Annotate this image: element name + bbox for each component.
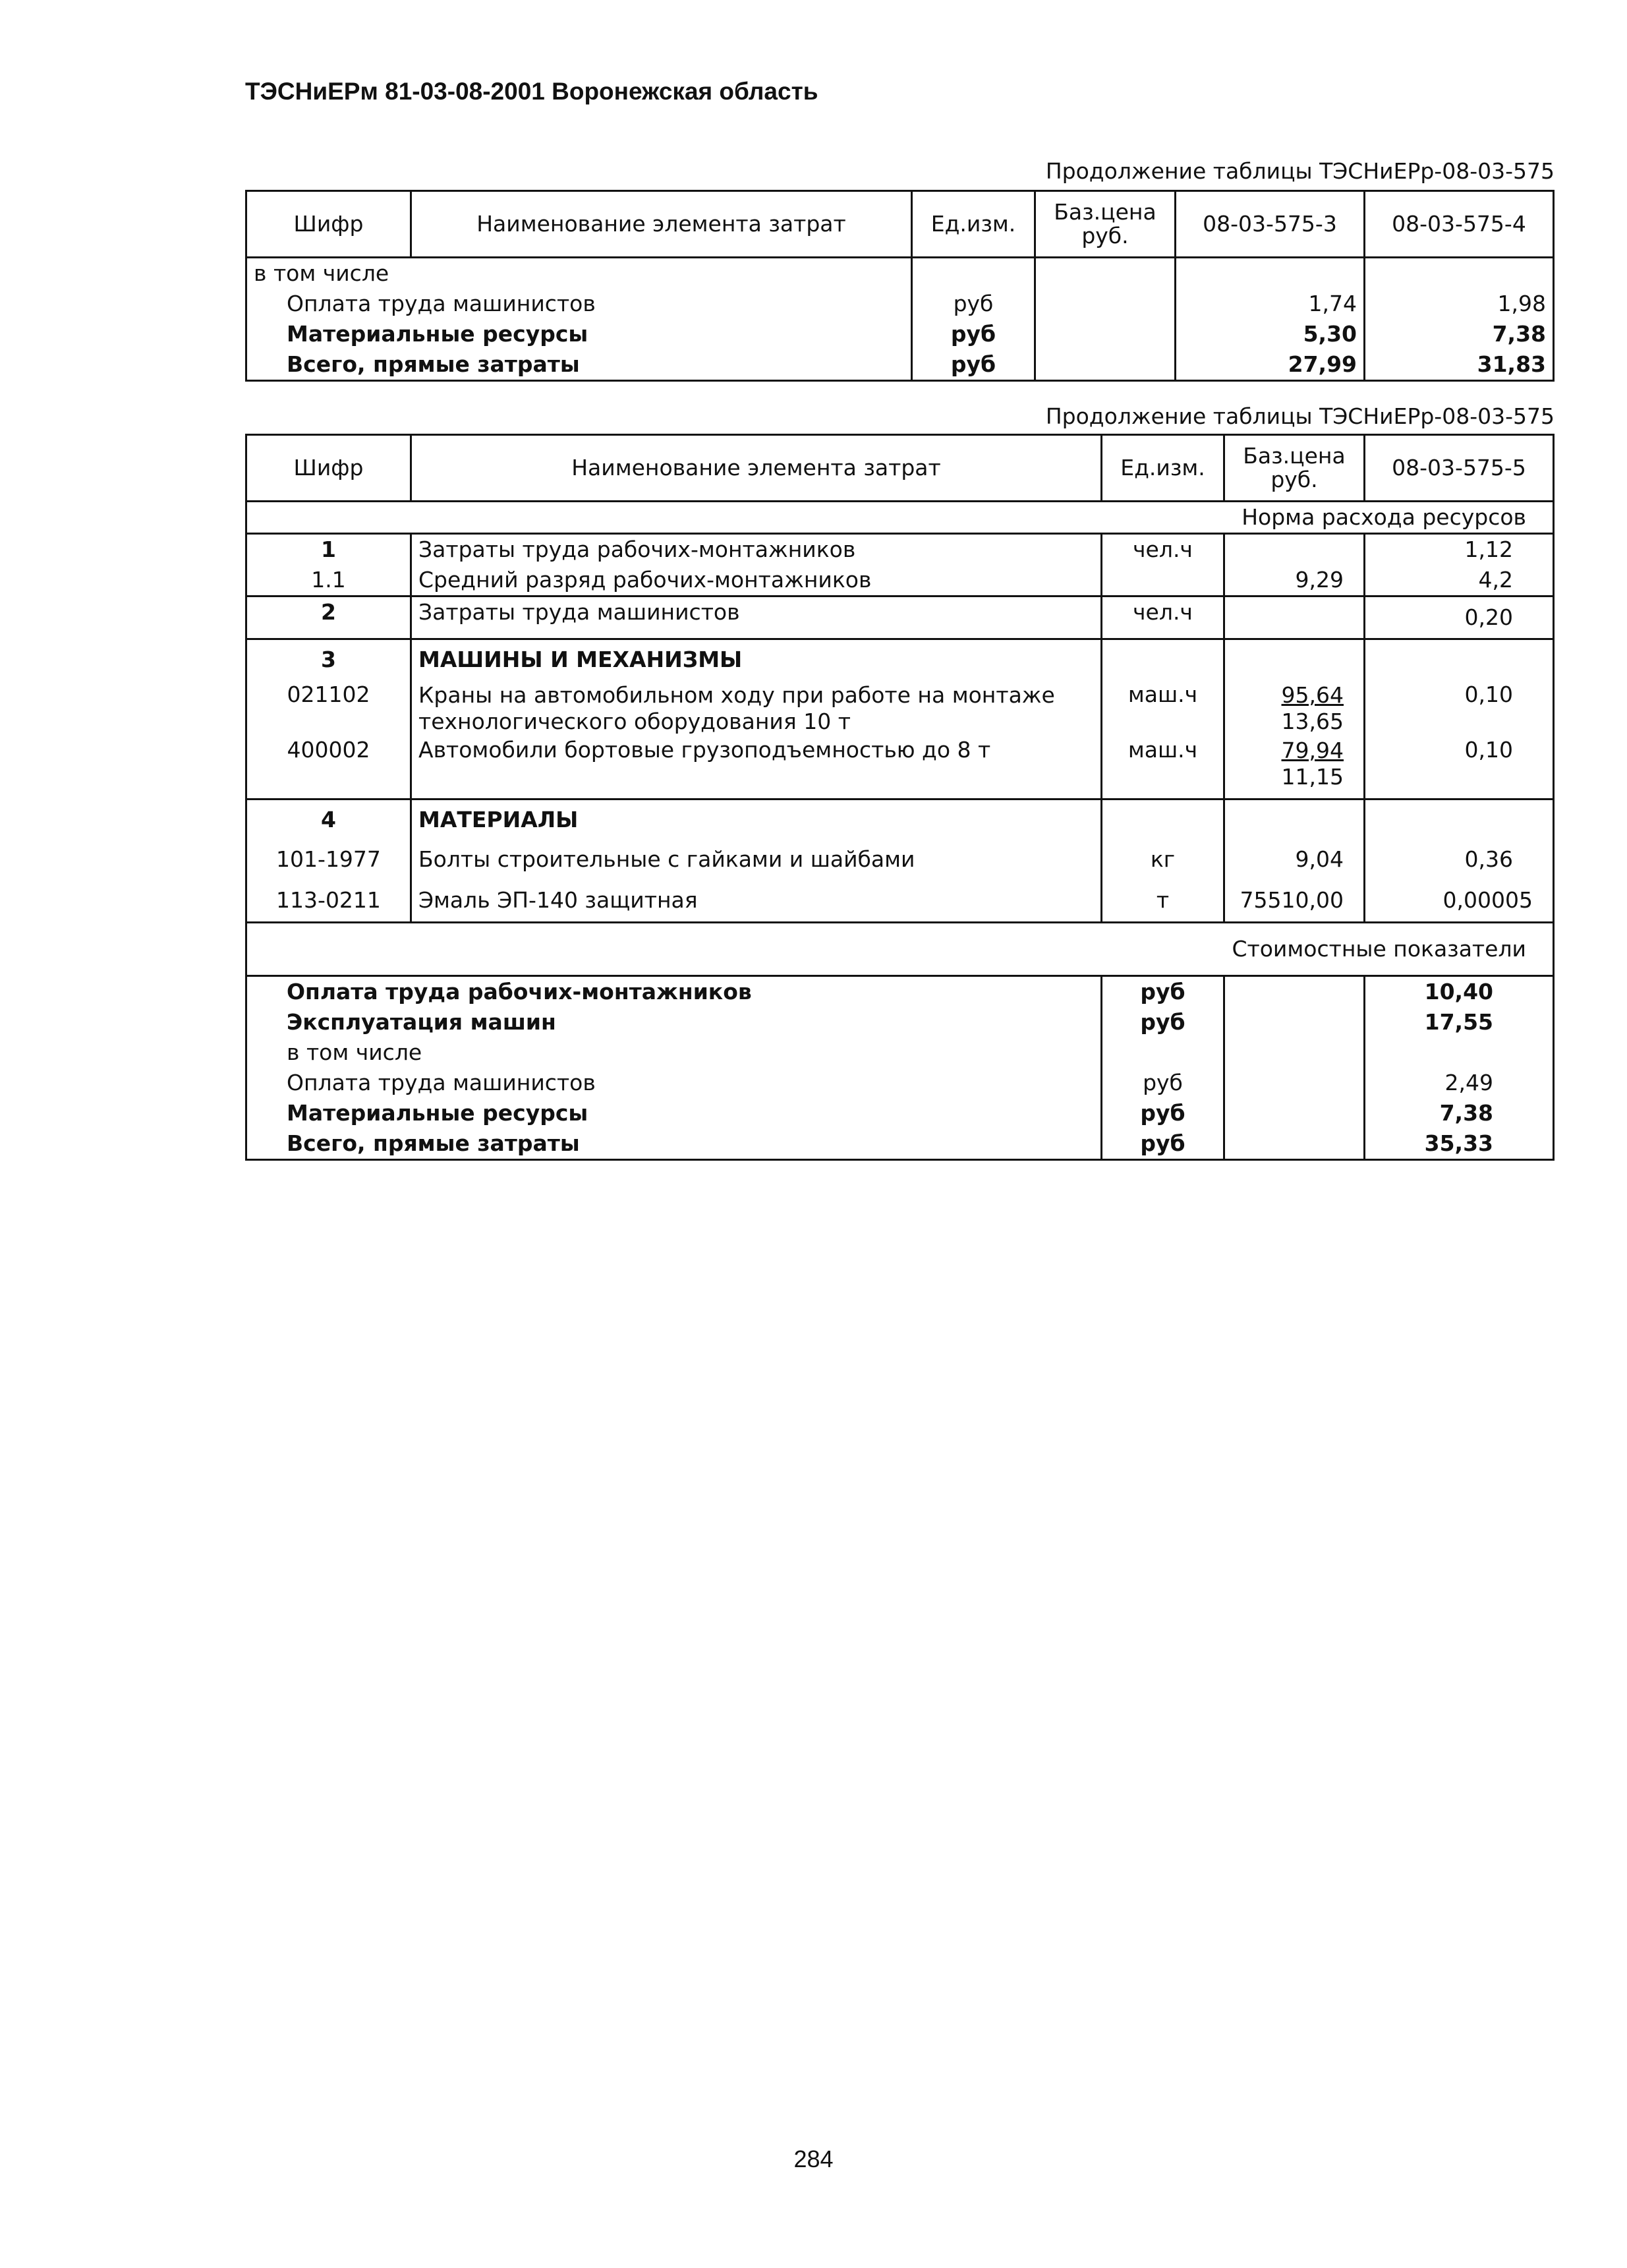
table2-row-code: 101-1977 <box>246 840 411 879</box>
table1-header-name: Наименование элемента затрат <box>411 191 912 258</box>
table2-row-value: 0,00005 <box>1365 879 1554 923</box>
table2-header-name: Наименование элемента затрат <box>411 435 1102 502</box>
table2-row-unit: чел.ч <box>1102 534 1224 566</box>
table-row <box>246 534 1554 566</box>
table2-row-code: 3 <box>246 639 411 680</box>
table-row <box>246 349 1554 381</box>
table-row <box>246 1128 1554 1160</box>
table1-row-price <box>1035 258 1176 289</box>
table1-row-price <box>1035 349 1176 381</box>
page-number: 284 <box>793 2145 834 2172</box>
table2-section-cost-row <box>246 923 1554 976</box>
table2-row-code: 113-0211 <box>246 879 411 923</box>
table1-row-price <box>1035 319 1176 349</box>
table2-row-value: 0,10 <box>1365 735 1554 800</box>
table2-row-price: 95,64 <box>1281 682 1344 708</box>
table2-cost-unit: руб <box>1102 1068 1224 1098</box>
document-title: ТЭСНиЕРм 81-03-08-2001 Воронежская область <box>245 78 818 105</box>
table2-cost-unit: руб <box>1102 976 1224 1008</box>
table2-caption: Продолжение таблицы ТЭСНиЕРр-08-03-575 <box>1045 403 1555 429</box>
table2-header-base-price: Баз.цена руб. <box>1224 435 1365 502</box>
table2-row-unit: т <box>1102 879 1224 923</box>
table-row <box>246 1007 1554 1037</box>
table1-header-col2: 08-03-575-4 <box>1365 191 1554 258</box>
table2-row-price: 75510,00 <box>1224 879 1365 923</box>
table2-row-code: 1.1 <box>246 565 411 596</box>
table2-cost-name: Эксплуатация машин <box>246 1007 1102 1037</box>
table2-section-norm-row <box>246 502 1554 534</box>
table2-row-price: 79,94 <box>1281 738 1344 763</box>
table2-row-price: 9,04 <box>1224 840 1365 879</box>
table2-row-price <box>1224 534 1365 566</box>
table2-row-code: 4 <box>246 800 411 840</box>
table1-row-unit: руб <box>912 319 1035 349</box>
table-row <box>246 258 1554 289</box>
table-row <box>246 319 1554 349</box>
table2-cost-value: 17,55 <box>1365 1007 1554 1037</box>
table2-cost-value: 10,40 <box>1365 976 1554 1008</box>
table1-row-name: Материальные ресурсы <box>246 319 912 349</box>
table1-row-v1: 1,74 <box>1176 289 1365 319</box>
table1-row-unit: руб <box>912 289 1035 319</box>
table2-row-price-secondary: 11,15 <box>1281 764 1344 790</box>
table-row <box>246 289 1554 319</box>
table1-row-name: Всего, прямые затраты <box>246 349 912 381</box>
table2-row-unit <box>1102 565 1224 596</box>
table1-header-base-price: Баз.цена руб. <box>1035 191 1176 258</box>
table2-row-unit: маш.ч <box>1102 680 1224 735</box>
table-row <box>246 680 1554 735</box>
table-row <box>246 840 1554 879</box>
table2-cost-price <box>1224 1128 1365 1160</box>
table1-row-v2: 1,98 <box>1365 289 1554 319</box>
table2-row-name: Эмаль ЭП-140 защитная <box>411 879 1102 923</box>
table2-row-value: 1,12 <box>1365 534 1554 566</box>
table2-row-name: Автомобили бортовые грузоподъемностью до 8 т <box>411 735 1102 800</box>
table2 <box>245 434 1555 1161</box>
table2-cost-name: Всего, прямые затраты <box>246 1128 1102 1160</box>
table1-row-name: Оплата труда машинистов <box>246 289 912 319</box>
table1-row-v2: 7,38 <box>1365 319 1554 349</box>
table2-row-name: МАШИНЫ И МЕХАНИЗМЫ <box>411 639 1102 680</box>
table2-cost-price <box>1224 1098 1365 1128</box>
table2-row-price-cell <box>1224 680 1365 735</box>
table-row <box>246 1068 1554 1098</box>
table2-row-name: Затраты труда машинистов <box>411 596 1102 639</box>
table-row <box>246 1037 1554 1068</box>
table-row <box>246 1098 1554 1128</box>
table2-row-code: 400002 <box>246 735 411 800</box>
table-row <box>246 735 1554 800</box>
table2-cost-price <box>1224 1007 1365 1037</box>
table2-row-value <box>1365 639 1554 680</box>
table1-header-code: Шифр <box>246 191 411 258</box>
table1-row-v1: 27,99 <box>1176 349 1365 381</box>
table2-row-value: 0,36 <box>1365 840 1554 879</box>
table2-row-unit: кг <box>1102 840 1224 879</box>
table2-cost-name: Оплата труда машинистов <box>246 1068 1102 1098</box>
table2-row-code: 2 <box>246 596 411 639</box>
table1-caption: Продолжение таблицы ТЭСНиЕРр-08-03-575 <box>1045 158 1555 184</box>
table2-cost-value <box>1365 1037 1554 1068</box>
table2-row-code: 1 <box>246 534 411 566</box>
table2-cost-price <box>1224 1068 1365 1098</box>
table2-row-unit <box>1102 639 1224 680</box>
table2-row-unit: чел.ч <box>1102 596 1224 639</box>
table2-row-price-cell <box>1224 735 1365 800</box>
table-row <box>246 565 1554 596</box>
table2-row-value <box>1365 800 1554 840</box>
table2-row-price: 9,29 <box>1224 565 1365 596</box>
table2-header-unit: Ед.изм. <box>1102 435 1224 502</box>
table2-header-col1: 08-03-575-5 <box>1365 435 1554 502</box>
table2-row-name: Болты строительные с гайками и шайбами <box>411 840 1102 879</box>
table2-row-value: 0,20 <box>1365 596 1554 639</box>
table2-row-name: МАТЕРИАЛЫ <box>411 800 1102 840</box>
table2-header-row <box>246 435 1554 502</box>
table2-row-price <box>1224 639 1365 680</box>
table2-row-unit <box>1102 800 1224 840</box>
table1-row-unit <box>912 258 1035 289</box>
table2-row-price <box>1224 800 1365 840</box>
table2-cost-name: Оплата труда рабочих-монтажников <box>246 976 1102 1008</box>
table1-row-v2: 31,83 <box>1365 349 1554 381</box>
table2-cost-unit <box>1102 1037 1224 1068</box>
table2-cost-unit: руб <box>1102 1007 1224 1037</box>
table2-row-price-secondary: 13,65 <box>1281 709 1344 734</box>
table-row <box>246 976 1554 1008</box>
table2-cost-value: 2,49 <box>1365 1068 1554 1098</box>
table2-cost-price <box>1224 976 1365 1008</box>
table2-section-cost: Стоимостные показатели <box>246 923 1554 976</box>
table2-header-code: Шифр <box>246 435 411 502</box>
table2-cost-value: 35,33 <box>1365 1128 1554 1160</box>
table2-section-norm: Норма расхода ресурсов <box>246 502 1554 534</box>
table2-cost-value: 7,38 <box>1365 1098 1554 1128</box>
table-row <box>246 639 1554 680</box>
table1-row-price <box>1035 289 1176 319</box>
table1-header-col1: 08-03-575-3 <box>1176 191 1365 258</box>
table1-header-row <box>246 191 1554 258</box>
table2-row-price <box>1224 596 1365 639</box>
table1-row-unit: руб <box>912 349 1035 381</box>
table1-row-name: в том числе <box>246 258 912 289</box>
table2-row-name: Затраты труда рабочих-монтажников <box>411 534 1102 566</box>
table2-cost-name: в том числе <box>246 1037 1102 1068</box>
table2-row-name: Средний разряд рабочих-монтажников <box>411 565 1102 596</box>
table2-cost-unit: руб <box>1102 1098 1224 1128</box>
table1 <box>245 190 1555 382</box>
table2-row-name: Краны на автомобильном ходу при работе на монтаже технологического оборудования 10 т <box>411 680 1102 735</box>
table2-row-code: 021102 <box>246 680 411 735</box>
table1-header-unit: Ед.изм. <box>912 191 1035 258</box>
table2-cost-name: Материальные ресурсы <box>246 1098 1102 1128</box>
table2-row-unit: маш.ч <box>1102 735 1224 800</box>
table1-row-v1 <box>1176 258 1365 289</box>
table2-row-value: 4,2 <box>1365 565 1554 596</box>
table2-cost-price <box>1224 1037 1365 1068</box>
table-row <box>246 879 1554 923</box>
table-row <box>246 596 1554 639</box>
table2-row-value: 0,10 <box>1365 680 1554 735</box>
table1-row-v1: 5,30 <box>1176 319 1365 349</box>
table1-row-v2 <box>1365 258 1554 289</box>
table-row <box>246 800 1554 840</box>
table2-cost-unit: руб <box>1102 1128 1224 1160</box>
